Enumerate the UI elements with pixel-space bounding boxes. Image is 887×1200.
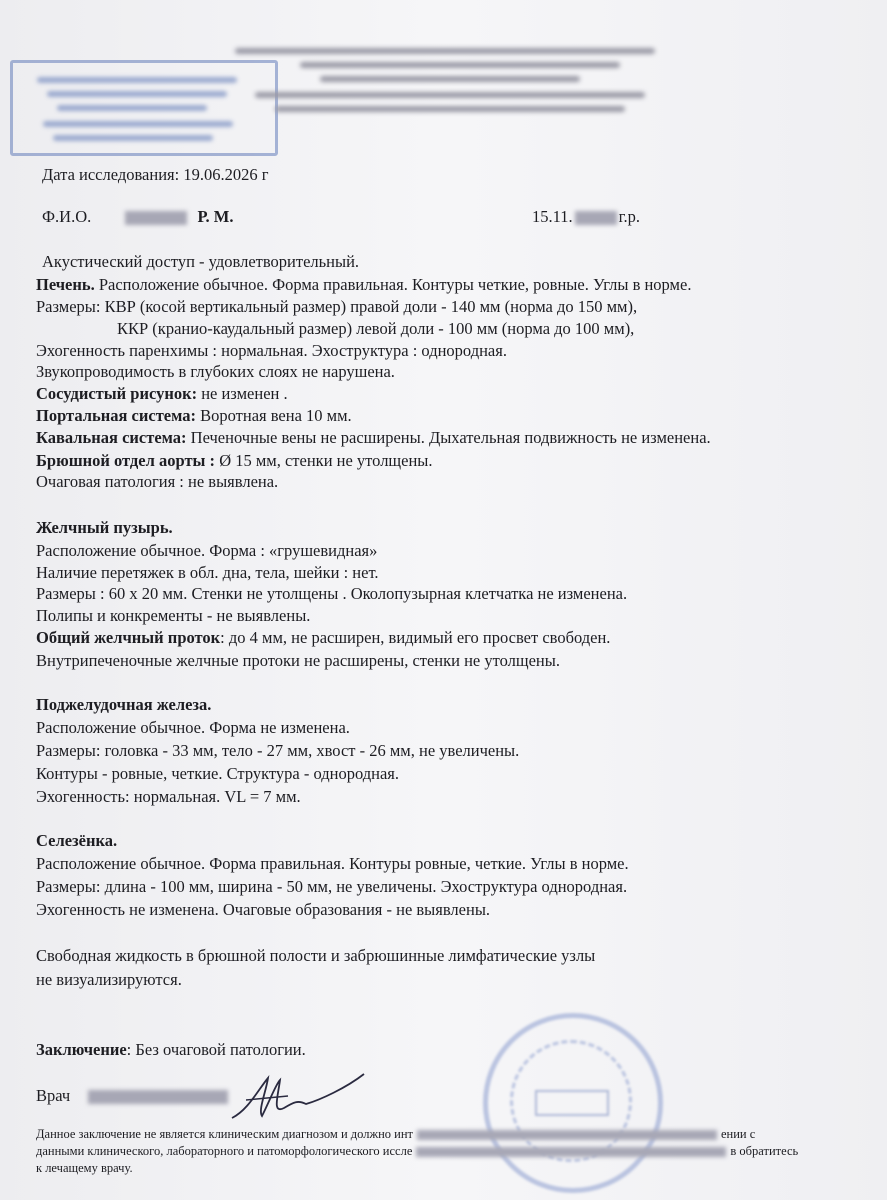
liver-caval [36, 428, 711, 448]
liver-aorta [36, 451, 433, 471]
duct-label: Общий желчный проток [36, 628, 221, 647]
gallbladder-title: Желчный пузырь. [36, 518, 173, 537]
gallbladder-line2: Наличие перетяжек в обл. дна, тела, шейки : нет. [36, 563, 379, 582]
doctor-label: Врач [36, 1086, 71, 1105]
birth-date-suffix: г.р. [618, 207, 641, 226]
caval-label: Кавальная система: [36, 428, 187, 447]
conclusion-text: : Без очаговой патологии. [126, 1040, 306, 1059]
portal-text: Воротная вена 10 мм. [196, 406, 352, 425]
birth-date-prefix: 15.11. [532, 207, 573, 226]
liver-echo: Эхогенность паренхимы : нормальная. Эхоструктура : однородная. [36, 341, 507, 360]
pancreas-line2: Размеры: головка - 33 мм, тело - 27 мм, хвост - 26 мм, не увеличены. [36, 741, 520, 760]
fio-label: Ф.И.О. [42, 207, 92, 226]
doctor-row [36, 1086, 228, 1106]
liver-title: Печень. [36, 275, 95, 294]
gallbladder-line1: Расположение обычное. Форма : «грушевидная» [36, 541, 378, 560]
liver-sound: Звукопроводимость в глубоких слоях не нарушена. [36, 362, 395, 381]
portal-label: Портальная система: [36, 406, 196, 425]
common-bile-duct [36, 628, 610, 648]
liver-focal: Очаговая патология : не выявлена. [36, 472, 279, 491]
spleen-title: Селезёнка. [36, 831, 118, 850]
study-date: Дата исследования: 19.06.2026 г [42, 165, 269, 184]
pancreas-line4: Эхогенность: нормальная. VL = 7 мм. [36, 787, 301, 806]
disclaimer-end2: в обратитесь [730, 1144, 799, 1158]
disclaimer-line3: к лечащему врачу. [36, 1161, 133, 1175]
aorta-label: Брюшной отдел аорты : [36, 451, 216, 470]
patient-name-row [42, 207, 233, 227]
gallbladder-line6: Внутрипеченочные желчные протоки не расширены, стенки не утолщены. [36, 651, 560, 670]
spleen-line1: Расположение обычное. Форма правильная. Контуры ровные, четкие. Углы в норме. [36, 854, 629, 873]
patient-initials: Р. М. [197, 207, 234, 226]
disclaimer-text1: Данное заключение не является клиническим диагнозом и должно инт [36, 1127, 413, 1141]
redacted-doctor-name [88, 1090, 228, 1104]
pancreas-title: Поджелудочная железа. [36, 695, 212, 714]
liver-size2: ККР (кранио-каудальный размер) левой доли - 100 мм (норма до 100 мм), [117, 319, 635, 338]
pancreas-line1: Расположение обычное. Форма не изменена. [36, 718, 350, 737]
liver-vascular [36, 384, 288, 404]
vascular-label: Сосудистый рисунок: [36, 384, 198, 403]
round-seal [483, 1013, 663, 1193]
acoustic-access: Акустический доступ - удовлетворительный. [42, 252, 360, 271]
liver-portal [36, 406, 352, 426]
liver-size1: Размеры: КВР (косой вертикальный размер) правой доли - 140 мм (норма до 150 мм), [36, 297, 638, 316]
gallbladder-line4: Полипы и конкременты - не выявлены. [36, 606, 311, 625]
conclusion-label: Заключение [36, 1040, 127, 1059]
birth-date [532, 207, 640, 227]
free-fluid-line1: Свободная жидкость в брюшной полости и забрюшинные лимфатические узлы [36, 946, 596, 965]
redacted-disclaimer-2 [416, 1147, 726, 1157]
disclaimer-text2: данными клинического, лабораторного и патоморфологического иссле [36, 1144, 413, 1158]
spleen-line3: Эхогенность не изменена. Очаговые образования - не выявлены. [36, 900, 491, 919]
free-fluid-line2: не визуализируются. [36, 970, 182, 989]
disclaimer-line2 [36, 1143, 798, 1159]
redacted-disclaimer-1 [417, 1130, 717, 1140]
gallbladder-line3: Размеры : 60 х 20 мм. Стенки не утолщены . Околопузырная клетчатка не изменена. [36, 584, 628, 603]
aorta-text: Ø 15 мм, стенки не утолщены. [215, 451, 433, 470]
redacted-year [575, 211, 617, 225]
caval-text: Печеночные вены не расширены. Дыхательная подвижность не изменена. [186, 428, 711, 447]
institution-stamp [10, 60, 278, 156]
vascular-text: не изменен . [197, 384, 288, 403]
doctor-signature [228, 1070, 368, 1125]
spleen-line2: Размеры: длина - 100 мм, ширина - 50 мм, не увеличены. Эхоструктура однородная. [36, 877, 628, 896]
conclusion [36, 1040, 306, 1060]
duct-text: : до 4 мм, не расширен, видимый его просвет свободен. [220, 628, 611, 647]
liver-line1-text: Расположение обычное. Форма правильная. Контуры четкие, ровные. Углы в норме. [94, 275, 692, 294]
disclaimer-line1 [36, 1126, 755, 1142]
pancreas-line3: Контуры - ровные, четкие. Структура - однородная. [36, 764, 399, 783]
disclaimer-end1: ении с [720, 1127, 756, 1141]
liver-line1 [36, 275, 691, 295]
redacted-surname [125, 211, 187, 225]
